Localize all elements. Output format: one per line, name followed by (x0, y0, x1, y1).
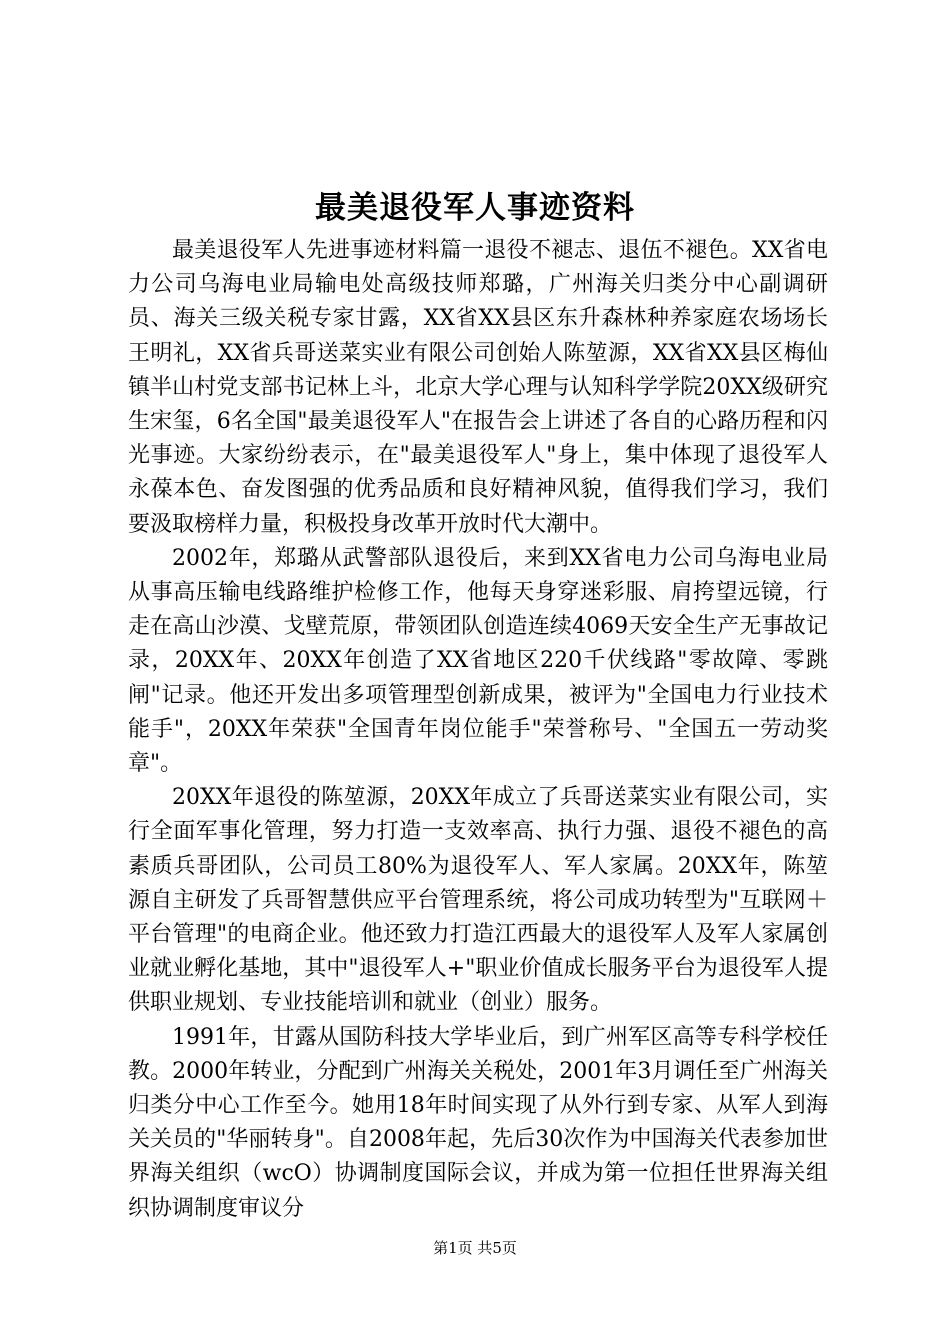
paragraph: 1991年，甘露从国防科技大学毕业后，到广州军区高等专科学校任教。2000年转业，分配到广州海关关税处，2001年3月调任至广州海关归类分中心工作至今。她用18年时间实现了从外行到专家、从军人到海关关员的"华丽转身"。自2008年起，先后30次作为中国海关代表参加世界海关组织（wcO）协调制度国际会议，并成为第一位担任世界海关组织协调制度审议分 (128, 1024, 828, 1221)
paragraph: 2002年，郑璐从武警部队退役后，来到XX省电力公司乌海电业局从事高压输电线路维护检修工作，他每天身穿迷彩服、肩挎望远镜，行走在高山沙漠、戈壁荒原，带领团队创造连续4069天安全生产无事故记录，20XX年、20XX年创造了XX省地区220千伏线路"零故障、零跳闸"记录。他还开发出多项管理型创新成果，被评为"全国电力行业技术能手"，20XX年荣获"全国青年岗位能手"荣誉称号、"全国五一劳动奖章"。 (128, 545, 828, 777)
page-number: 第1页 共5页 (433, 1239, 517, 1257)
document-title: 最美退役军人事迹资料 (315, 190, 635, 226)
paragraph: 最美退役军人先进事迹材料篇一退役不褪志、退伍不褪色。XX省电力公司乌海电业局输电处高级技师郑璐，广州海关归类分中心副调研员、海关三级关税专家甘露，XX省XX县区东升森林种养家庭农场场长王明礼，XX省兵哥送菜实业有限公司创始人陈堃源，XX省XX县区梅仙镇半山村党支部书记林上斗，北京大学心理与认知科学学院20XX级研究生宋玺，6名全国"最美退役军人"在报告会上讲述了各自的心路历程和闪光事迹。大家纷纷表示，在"最美退役军人"身上，集中体现了退役军人永葆本色、奋发图强的优秀品质和良好精神风貌，值得我们学习，我们要汲取榜样力量，积极投身改革开放时代大潮中。 (128, 238, 828, 537)
document-body (128, 234, 828, 1226)
paragraph: 20XX年退役的陈堃源，20XX年成立了兵哥送菜实业有限公司，实行全面军事化管理，努力打造一支效率高、执行力强、退役不褪色的高素质兵哥团队，公司员工80%为退役军人、军人家属。20XX年，陈堃源自主研发了兵哥智慧供应平台管理系统，将公司成功转型为"互联网＋平台管理"的电商企业。他还致力打造江西最大的退役军人及军人家属创业就业孵化基地，其中"退役军人+"职业价值成长服务平台为退役军人提供职业规划、专业技能培训和就业（创业）服务。 (128, 785, 828, 1016)
